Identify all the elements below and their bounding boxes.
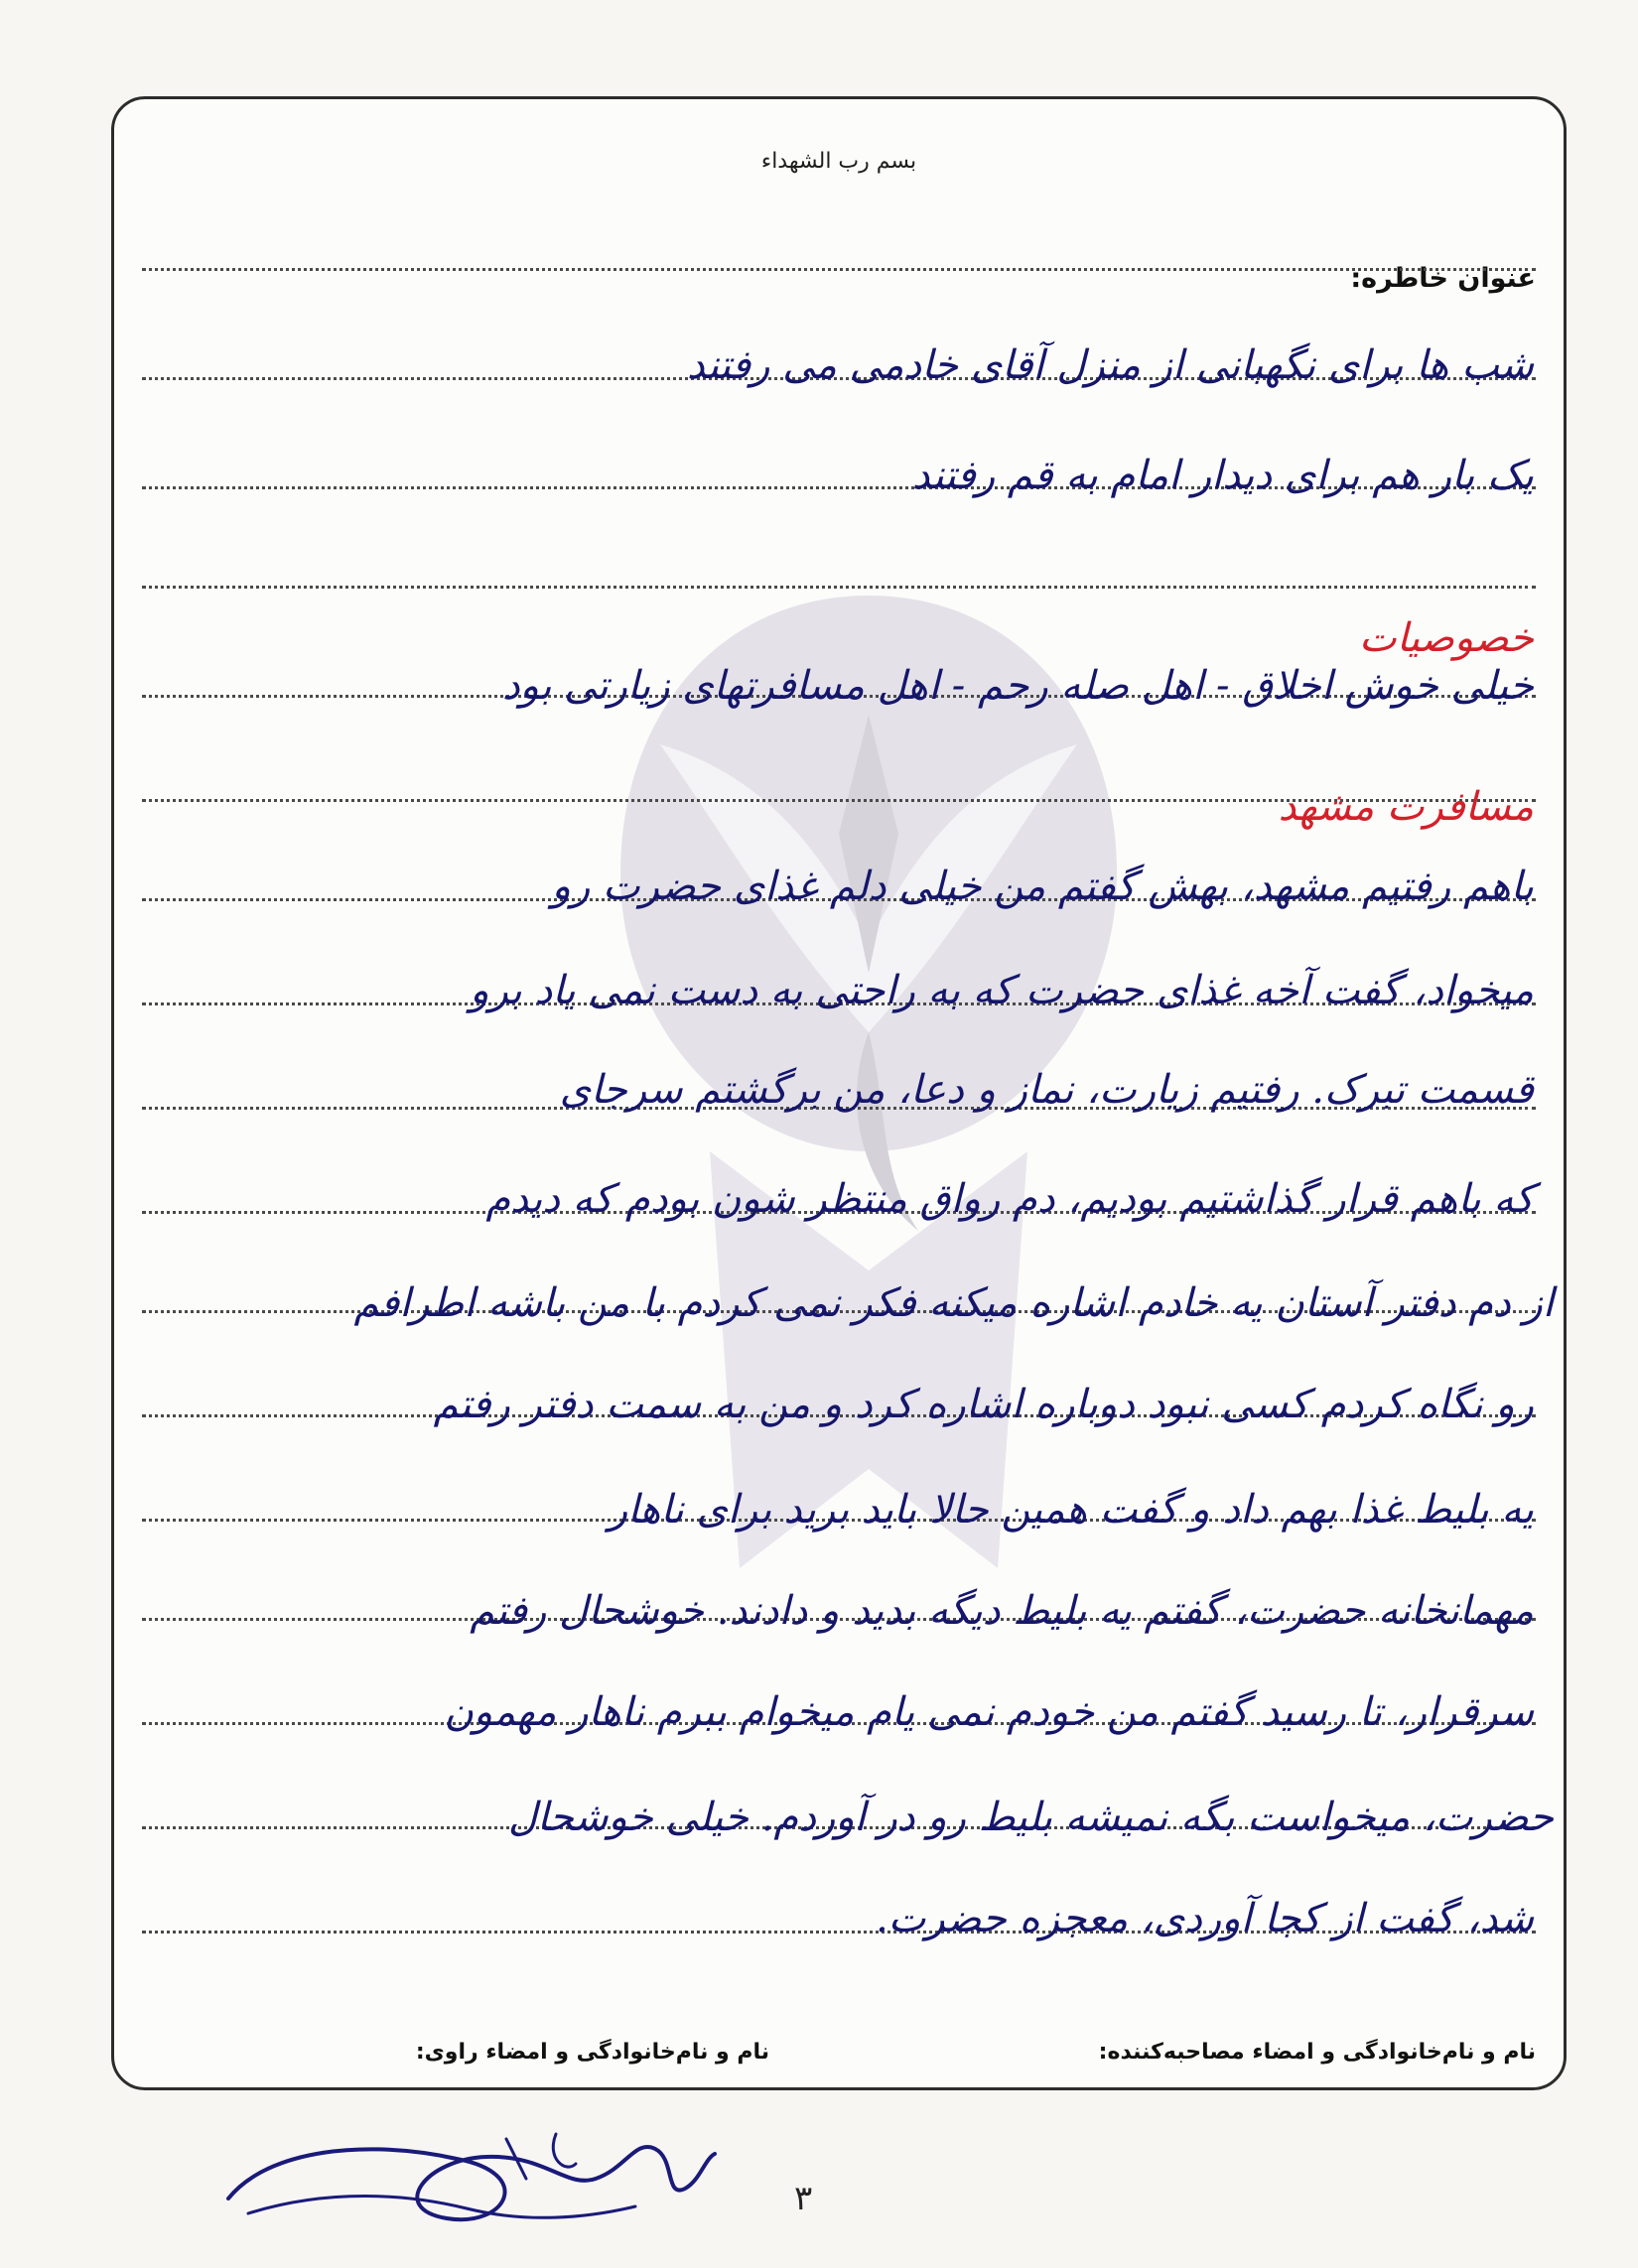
handwritten-line: باهم رفتیم مشهد، بهش گفتم من خیلی دلم غذای حضرت رو <box>551 864 1534 909</box>
handwritten-line: حضرت، میخواست بگه نمیشه بلیط رو در آوردم. خیلی خوشحال <box>507 1795 1554 1840</box>
ruled-line <box>142 268 1536 271</box>
page-number: ٣ <box>794 2179 813 2218</box>
handwritten-line: میخواد، گفت آخه غذای حضرت که به راحتی به دست نمی یاد برو <box>470 968 1534 1013</box>
handwritten-line: یه بلیط غذا بهم داد و گفت همین حالا باید برید برای ناهار <box>608 1487 1534 1533</box>
handwritten-line: رو نگاه کردم کسی نبود دوباره اشاره کرد و من به سمت دفتر رفتم <box>433 1382 1534 1427</box>
interviewer-signature-label: نام و نام‌خانوادگی و امضاء مصاحبه‌کننده: <box>1098 2040 1536 2065</box>
handwritten-line: خیلی خوش اخلاق - اهل صله رحم - اهل مسافرتهای زیارتی بود <box>501 663 1534 709</box>
handwritten-line: قسمت تبرک. رفتیم زیارت، نماز و دعا، من برگشتم سرجای <box>559 1067 1534 1113</box>
handwritten-line: سرقرار، تا رسید گفتم من خودم نمی یام میخوام ببرم ناهار مهمون <box>444 1689 1534 1735</box>
handwritten-line: شد، گفت از کجا آوردی، معجزه حضرت. <box>876 1896 1534 1941</box>
handwritten-line: یک بار هم برای دیدار امام به قم رفتند <box>911 453 1534 498</box>
handwritten-line: از دم دفتر آستان یه خادم اشاره میکنه فکر نمی کردم با من باشه اطرافم <box>353 1280 1554 1326</box>
ruled-line <box>142 586 1536 589</box>
title-label: عنوان خاطره: <box>1350 263 1536 294</box>
section-heading: خصوصیات <box>1359 615 1534 661</box>
handwritten-line: که باهم قرار گذاشتیم بودیم، دم رواق منتظر شون بودم که دیدم <box>485 1176 1534 1222</box>
memory-form <box>111 96 1567 2090</box>
handwritten-line: مهمانخانه حضرت، گفتم یه بلیط دیگه بدید و دادند. خوشحال رفتم <box>470 1588 1534 1634</box>
section-heading: مسافرت مشهد <box>1278 784 1534 830</box>
handwritten-line: شب ها برای نگهبانی از منزل آقای خادمی می رفتند <box>686 342 1534 388</box>
narrator-signature-label: نام و نام‌خانوادگی و امضاء راوی: <box>415 2040 769 2065</box>
handwritten-signature <box>208 2119 725 2248</box>
header-title: بسم رب الشهداء <box>760 149 917 174</box>
